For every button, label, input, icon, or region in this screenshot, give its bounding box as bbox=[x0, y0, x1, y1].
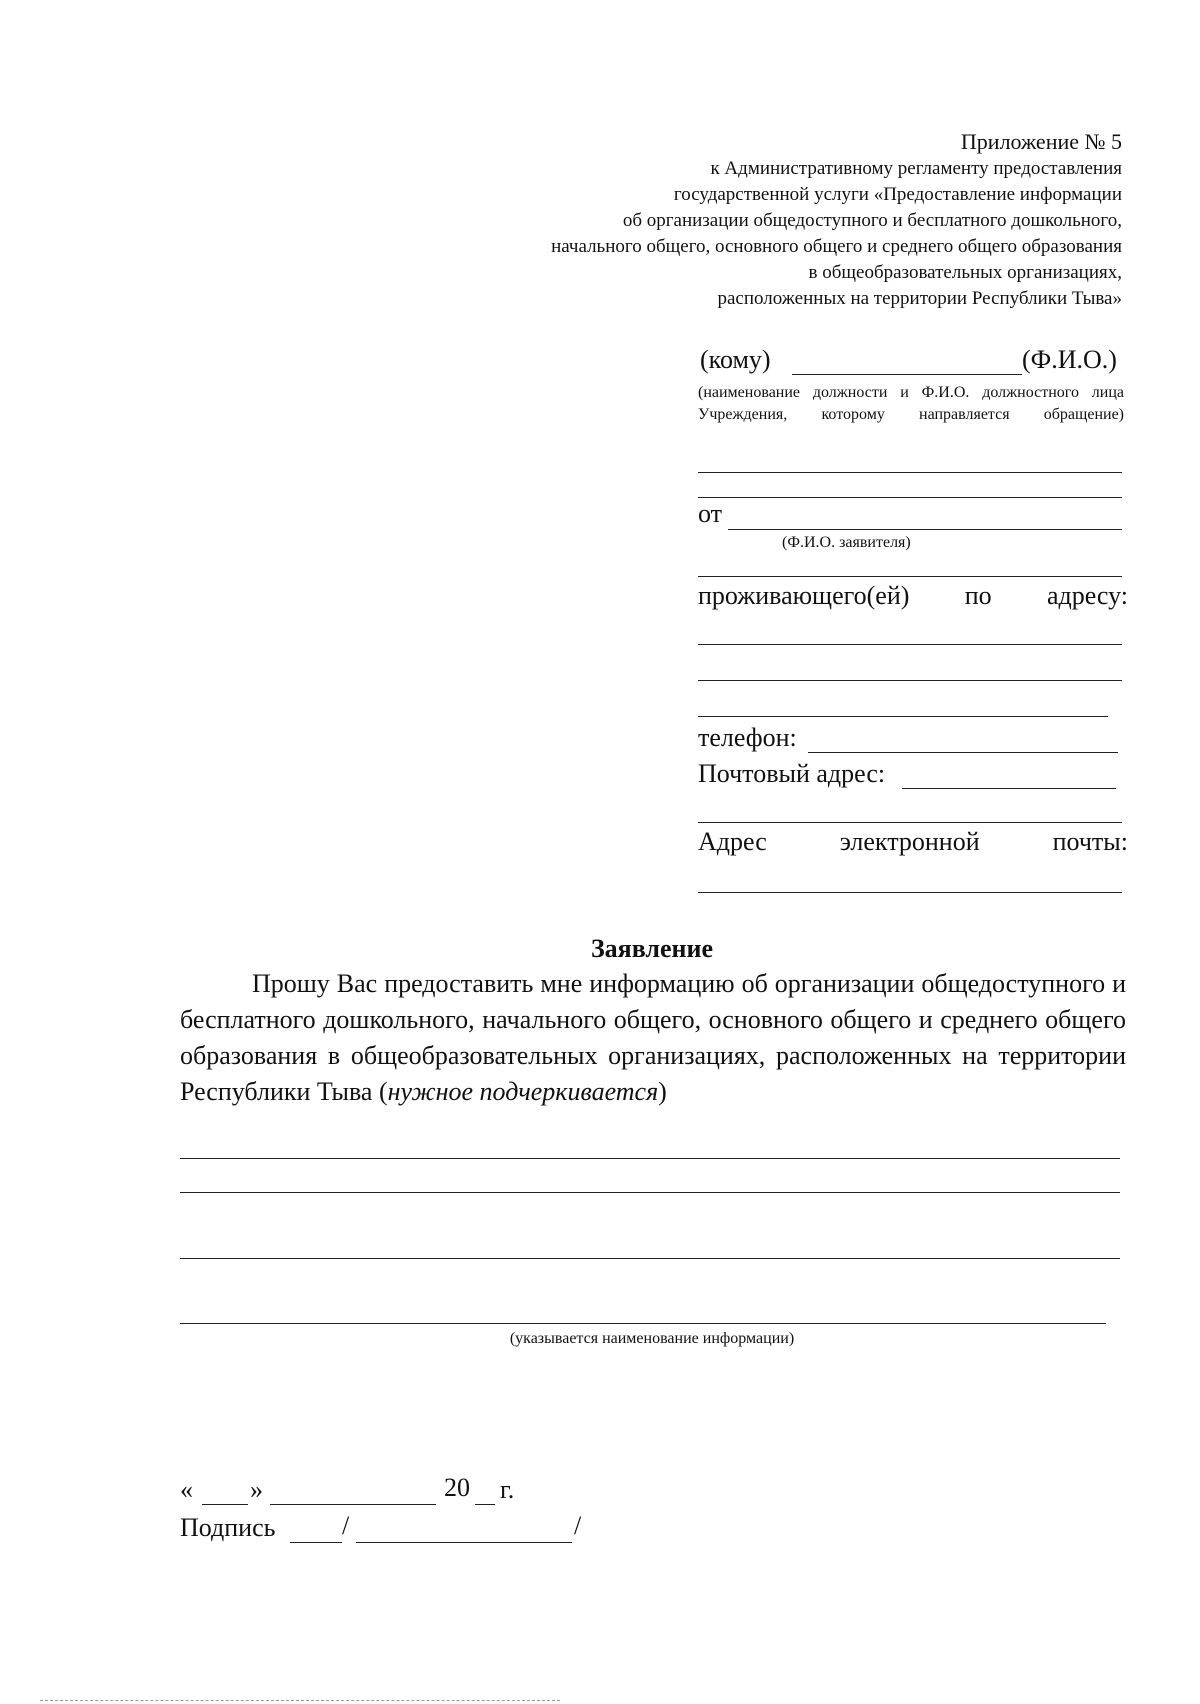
info-line-2[interactable] bbox=[180, 1192, 1120, 1193]
header-line-6: расположенных на территории Республики Тыва» bbox=[717, 288, 1122, 309]
info-line-1[interactable] bbox=[180, 1158, 1120, 1159]
addressee-blank-line-2[interactable] bbox=[698, 497, 1122, 498]
application-text-main: Прошу Вас предоставить мне информацию об организации общедоступного и бесплатного дошкольного, начального общего, основного общего и среднего общего образования в общеобразовательных организациях, расположенных на территории Республики Тыва ( bbox=[180, 969, 1126, 1106]
residing-label: проживающего(ей) по адресу: bbox=[698, 581, 1128, 610]
from-extra-line[interactable] bbox=[698, 576, 1122, 577]
date-day-line[interactable] bbox=[202, 1504, 248, 1505]
to-blank-line[interactable] bbox=[792, 374, 1022, 375]
info-line-4[interactable] bbox=[180, 1323, 1106, 1324]
postal-blank-line[interactable] bbox=[902, 788, 1116, 789]
info-hint: (указывается наименование информации) bbox=[509, 1330, 795, 1347]
to-hint: (наименование должности и Ф.И.О. должностного лица Учреждения, которому направляется обращение) bbox=[698, 384, 1124, 423]
phone-label: телефон: bbox=[698, 723, 797, 752]
scan-artifact bbox=[40, 1700, 560, 1701]
year-suffix: г. bbox=[500, 1475, 515, 1504]
address-line-1[interactable] bbox=[698, 644, 1122, 645]
date-close-quote: » bbox=[250, 1475, 263, 1504]
postal-extra-line[interactable] bbox=[698, 822, 1122, 823]
application-text bbox=[180, 966, 1126, 1110]
info-line-3[interactable] bbox=[180, 1258, 1120, 1259]
header-line-3: об организации общедоступного и бесплатного дошкольного, bbox=[622, 210, 1122, 231]
addressee-blank-line-1[interactable] bbox=[698, 472, 1122, 473]
appendix-number: Приложение № 5 bbox=[960, 129, 1122, 154]
signature-name-line[interactable] bbox=[356, 1542, 572, 1543]
application-text-end: ) bbox=[658, 1077, 667, 1106]
header-line-1: к Административному регламенту предоставления bbox=[710, 158, 1122, 179]
email-label: Адрес электронной почты: bbox=[698, 827, 1128, 856]
appendix-header bbox=[402, 128, 1122, 312]
signature-label: Подпись bbox=[180, 1513, 276, 1542]
application-title: Заявление bbox=[590, 934, 714, 963]
signature-slash-1: / bbox=[342, 1511, 350, 1540]
email-blank-line[interactable] bbox=[698, 892, 1122, 893]
header-line-5: в общеобразовательных организациях, bbox=[808, 262, 1122, 283]
header-line-4: начального общего, основного общего и среднего общего образования bbox=[551, 236, 1122, 257]
year-blank-line[interactable] bbox=[475, 1504, 495, 1505]
address-line-2[interactable] bbox=[698, 680, 1122, 681]
application-text-emphasis: нужное подчеркивается bbox=[387, 1077, 659, 1106]
phone-blank-line[interactable] bbox=[808, 752, 1118, 753]
date-open-quote: « bbox=[180, 1475, 193, 1504]
signature-slash-2: / bbox=[574, 1511, 582, 1540]
header-line-2: государственной услуги «Предоставление информации bbox=[673, 184, 1122, 205]
from-blank-line[interactable] bbox=[728, 529, 1122, 530]
date-month-line[interactable] bbox=[270, 1504, 436, 1505]
signature-line[interactable] bbox=[290, 1542, 342, 1543]
postal-label: Почтовый адрес: bbox=[698, 759, 886, 788]
to-label: (кому) bbox=[700, 345, 771, 374]
from-hint: (Ф.И.О. заявителя) bbox=[782, 534, 911, 551]
address-line-3[interactable] bbox=[698, 716, 1108, 717]
fio-label: (Ф.И.О.) bbox=[1022, 345, 1117, 374]
from-label: от bbox=[698, 499, 723, 528]
year-prefix: 20 bbox=[444, 1473, 470, 1502]
